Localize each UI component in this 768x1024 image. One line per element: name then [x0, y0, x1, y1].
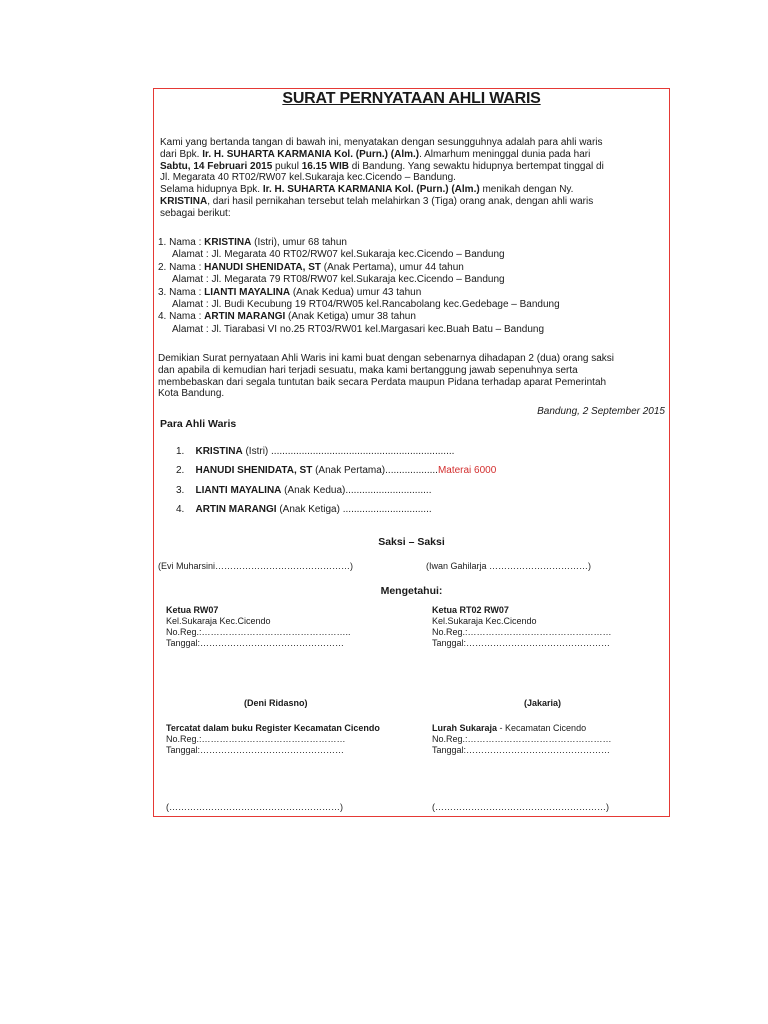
rt-reg-field: No.Reg.:…………………………………………	[432, 627, 612, 637]
list-item: 2. Nama : HANUDI SHENIDATA, ST (Anak Pertama), umur 44 tahun	[158, 261, 464, 273]
acknowledgement-heading: Mengetahui:	[380, 585, 443, 597]
lurah-signature-line: (…………………………………………………)	[432, 802, 609, 812]
place-date: Bandung, 2 September 2015	[537, 406, 665, 417]
intro-line-3: Sabtu, 14 Februari 2015 pukul 16.15 WIB di Bandung. Yang sewaktu hidupnya bertempat tinggal di	[160, 160, 604, 172]
closing-line-2: dan apabila di kemudian hari terjadi sesuatu, maka kami bertanggung jawab sepenuhnya serta	[158, 364, 578, 376]
closing-paragraph	[158, 353, 614, 400]
signer-row: 2. HANUDI SHENIDATA, ST (Anak Pertama)...................Materai 6000	[176, 465, 497, 476]
witness-left: (Evi Muharsini………………………………………)	[158, 561, 354, 571]
intro-line-4: Jl. Megarata 40 RT02/RW07 kel.Sukaraja kec.Cicendo – Bandung.	[160, 172, 456, 184]
lurah-title: Lurah Sukaraja - Kecamatan Cicendo	[432, 723, 587, 733]
document-title: SURAT PERNYATAAN AHLI WARIS	[282, 90, 541, 107]
list-item: 4. Nama : ARTIN MARANGI (Anak Ketiga) umur 38 tahun	[158, 311, 416, 323]
lurah-reg-field: No.Reg.:…………………………………………	[432, 734, 612, 744]
signer-row: 4. ARTIN MARANGI (Anak Ketiga) ................................	[176, 504, 432, 515]
witness-right: (Iwan Gahilarja ……………………………)	[426, 561, 592, 571]
closing-line-1: Demikian Surat pernyataan Ahli Waris ini kami buat dengan sebenarnya dihadapan 2 (dua) orang saksi	[158, 353, 615, 364]
rw-date-field: Tanggal:…………………………………………	[166, 638, 345, 648]
rw-head-name: (Deni Ridasno)	[244, 698, 308, 708]
document-frame	[153, 88, 670, 817]
heirs-list	[158, 237, 560, 336]
rt-subtitle: Kel.Sukaraja Kec.Cicendo	[432, 616, 537, 626]
intro-line-6: KRISTINA, dari hasil pernikahan tersebut telah melahirkan 3 (Tiga) orang anak, dengan ahli waris	[160, 195, 594, 207]
registry-date-field: Tanggal:…………………………………………	[166, 745, 345, 755]
registry-title: Tercatat dalam buku Register Kecamatan Cicendo	[166, 723, 380, 733]
list-item-address: Alamat : Jl. Megarata 40 RT02/RW07 kel.Sukaraja kec.Cicendo – Bandung	[172, 249, 505, 261]
lurah-date-field: Tanggal:…………………………………………	[432, 745, 611, 755]
lurah-block	[432, 723, 612, 756]
list-item: 1. Nama : KRISTINA (Istri), umur 68 tahun	[158, 237, 347, 248]
rw-subtitle: Kel.Sukaraja Kec.Cicendo	[166, 616, 271, 626]
signer-row: 3. LIANTI MAYALINA (Anak Kedua)...............................	[176, 485, 432, 496]
intro-line-1: Kami yang bertanda tangan di bawah ini, menyatakan dengan sesungguhnya adalah para ahli waris	[160, 137, 603, 148]
registry-block-left	[166, 723, 380, 756]
witnesses-heading: Saksi – Saksi	[378, 536, 445, 548]
list-item-address: Alamat : Jl. Tiarabasi VI no.25 RT03/RW01 kel.Margasari kec.Buah Batu – Bandung	[172, 323, 545, 335]
rt-date-field: Tanggal:…………………………………………	[432, 638, 611, 648]
closing-line-4: Kota Bandung.	[158, 388, 225, 400]
rt-title: Ketua RT02 RW07	[432, 605, 509, 615]
list-item: 3. Nama : LIANTI MAYALINA (Anak Kedua) umur 43 tahun	[158, 286, 422, 298]
heirs-heading: Para Ahli Waris	[160, 418, 237, 430]
rw-head-block	[166, 605, 351, 649]
intro-paragraph	[160, 137, 604, 220]
rt-head-block	[432, 605, 612, 649]
rw-reg-field: No.Reg.:…………………………………………..	[166, 627, 351, 637]
list-item-address: Alamat : Jl. Budi Kecubung 19 RT04/RW05 kel.Rancabolang kec.Gedebage – Bandung	[172, 299, 560, 311]
closing-line-3: membebaskan dari segala tuntutan baik secara Perdata maupun Pidana terhadap aparat Pemerintah	[158, 376, 607, 388]
intro-line-7: sebagai berikut:	[160, 207, 231, 219]
registry-signature-line: (…………………………………………………)	[166, 802, 343, 812]
intro-line-5: Selama hidupnya Bpk. Ir. H. SUHARTA KARMANIA Kol. (Purn.) (Alm.) menikah dengan Ny.	[160, 184, 574, 196]
rw-title: Ketua RW07	[166, 605, 219, 615]
registry-reg-field: No.Reg.:…………………………………………	[166, 734, 346, 744]
rt-head-name: (Jakaria)	[524, 698, 562, 708]
stamp-duty-note: Materai 6000	[437, 465, 497, 476]
signer-row: 1. KRISTINA (Istri) ..................................................................	[176, 446, 455, 457]
intro-line-2: dari Bpk. Ir. H. SUHARTA KARMANIA Kol. (Purn.) (Alm.). Almarhum meninggal dunia pada hari	[160, 148, 591, 160]
list-item-address: Alamat : Jl. Megarata 79 RT08/RW07 kel.Sukaraja kec.Cicendo – Bandung	[172, 274, 505, 286]
